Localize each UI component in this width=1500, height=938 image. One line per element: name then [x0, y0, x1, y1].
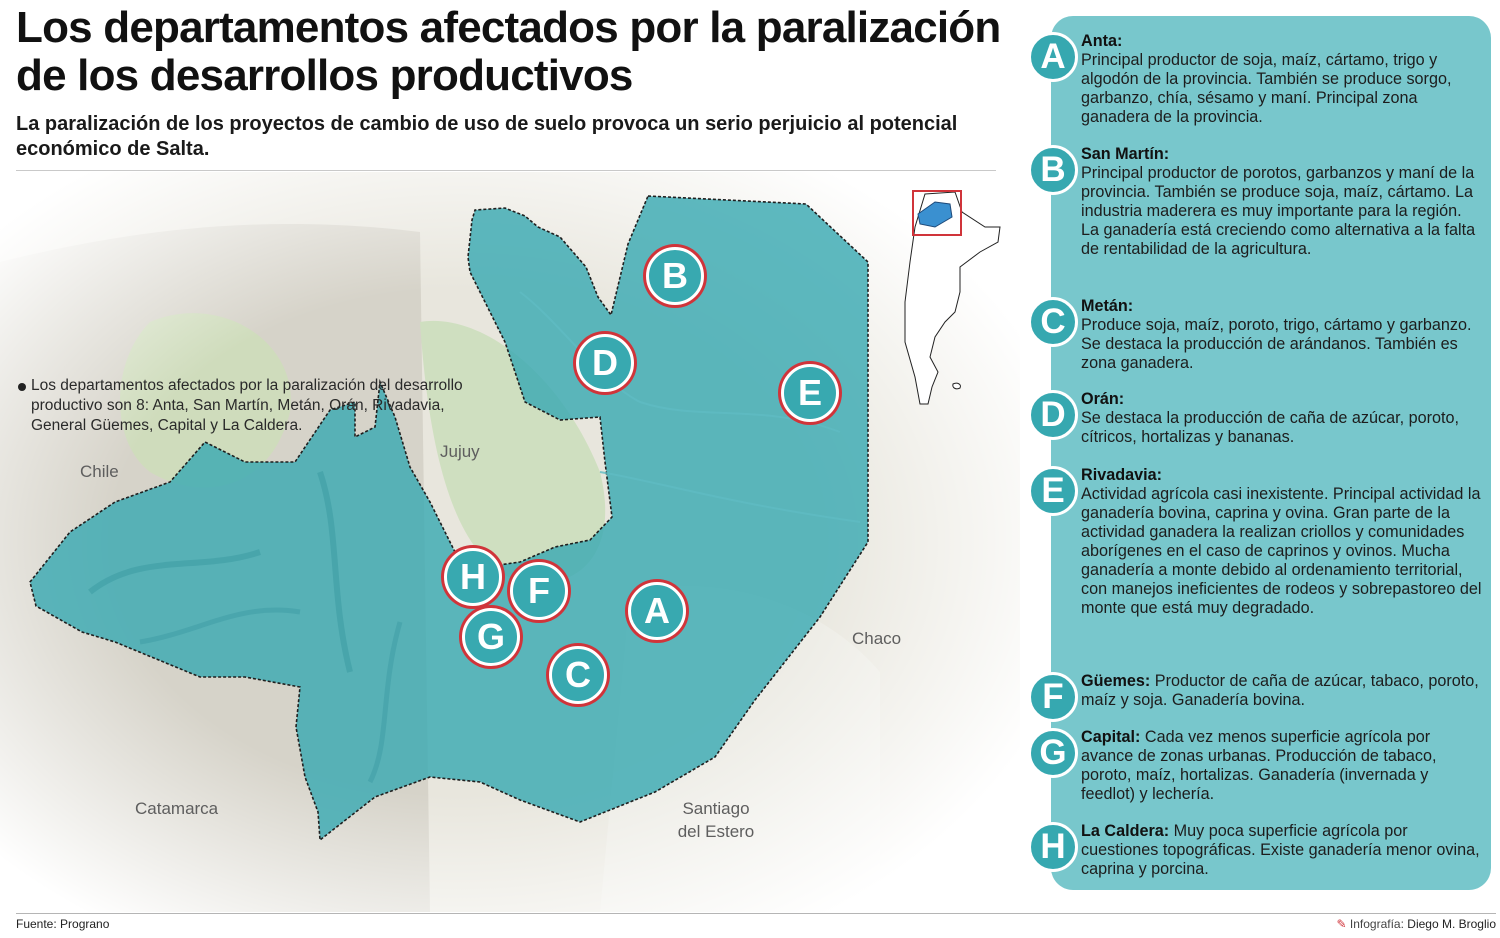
- legend-badge-h: H: [1028, 822, 1078, 872]
- legend-badge-e: E: [1028, 466, 1078, 516]
- map-marker-h[interactable]: H: [444, 548, 502, 606]
- legend-text-anta: [1081, 32, 1483, 127]
- legend-name: Rivadavia:: [1081, 466, 1162, 484]
- subtitle: La paralización de los proyectos de cambio de uso de suelo provoca un serio perjuicio al potencial económico de Salta.: [16, 113, 958, 160]
- legend-name: Güemes:: [1081, 672, 1151, 690]
- map-marker-g[interactable]: G: [462, 608, 520, 666]
- map-marker-b[interactable]: B: [646, 247, 704, 305]
- legend-text-oran: [1081, 390, 1483, 447]
- header-divider: [16, 170, 996, 171]
- legend-description: Produce soja, maíz, poroto, trigo, cártamo y garbanzo. Se destaca la producción de arándanos. También es zona ganadera.: [1081, 316, 1472, 372]
- map-area: [0, 172, 1020, 912]
- legend-badge-d: D: [1028, 390, 1078, 440]
- legend-name: Metán:: [1081, 297, 1134, 315]
- legend-name: San Martín:: [1081, 145, 1170, 163]
- legend-name: La Caldera:: [1081, 822, 1170, 840]
- legend-text-metan: [1081, 297, 1483, 373]
- legend-text-rivadavia: [1081, 466, 1483, 618]
- legend-badge-g: G: [1028, 728, 1078, 778]
- legend-item-metan: [1028, 297, 1483, 373]
- legend-name: Anta:: [1081, 32, 1123, 50]
- legend-description: Principal productor de porotos, garbanzos y maní de la provincia. También se produce soja, maíz, cártamo. La industria maderera es muy importante para la región. La ganadería está creciendo como alternativa a la falta de rentabilidad de la agricultura.: [1081, 164, 1476, 258]
- legend-item-rivadavia: [1028, 466, 1483, 618]
- legend-text-san-martin: [1081, 145, 1483, 259]
- legend-description: Cada vez menos superficie agrícola por avance de zonas urbanas. Producción de tabaco, poroto, maíz, hortalizas. Ganadería (invernada y feedlot) y lechería.: [1081, 728, 1437, 803]
- footer-divider: [16, 913, 1496, 914]
- credit-prefix: Infografía:: [1349, 917, 1404, 931]
- legend-item-guemes: [1028, 672, 1483, 716]
- legend-description: Actividad agrícola casi inexistente. Principal actividad la ganadería bovina, caprina y ovina. Gran parte de la actividad ganadera la realizan criollos y comunidades aborígenes en el caso de caprinos y ovinos. Mucha ganadería a monte debido al ordenamiento territorial, con manejos ineficientes de rodeos y sobrepastoreo del monte que está muy degradado.: [1081, 485, 1482, 617]
- legend-badge-f: F: [1028, 672, 1078, 722]
- infographic-credit: [1336, 917, 1496, 931]
- region-label-santiago-line2: del Estero: [677, 822, 755, 841]
- legend-text-capital: [1081, 728, 1483, 804]
- source-credit: Fuente: Prograno: [16, 917, 110, 931]
- legend-item-oran: [1028, 390, 1483, 447]
- region-label-jujuy: Jujuy: [440, 442, 480, 461]
- legend-badge-b: B: [1028, 145, 1078, 195]
- legend-name: Orán:: [1081, 390, 1125, 408]
- region-label-santiago: [666, 797, 766, 843]
- map-note-text: Los departamentos afectados por la paralización del desarrollo productivo son 8: Anta, San Martín, Metán, Orán, Rivadavia, General Güemes, Capital y La Caldera.: [31, 377, 463, 434]
- map-marker-f[interactable]: F: [510, 562, 568, 620]
- legend-item-capital: [1028, 728, 1483, 804]
- pen-icon: ✎: [1336, 917, 1347, 931]
- map-marker-e[interactable]: E: [781, 364, 839, 422]
- legend-description: Productor de caña de azúcar, tabaco, poroto, maíz y soja. Ganadería bovina.: [1081, 672, 1479, 709]
- map-marker-a[interactable]: A: [628, 582, 686, 640]
- map-marker-d[interactable]: D: [576, 334, 634, 392]
- region-label-chile: Chile: [80, 462, 119, 481]
- legend-badge-c: C: [1028, 297, 1078, 347]
- legend-text-guemes: [1081, 672, 1483, 710]
- map-note: [18, 376, 468, 436]
- legend-description: Muy poca superficie agrícola por cuestiones topográficas. Existe ganadería menor ovina, caprina y porcina.: [1081, 822, 1480, 878]
- inset-malvinas: [953, 383, 961, 389]
- legend-name: Capital:: [1081, 728, 1141, 746]
- credit-author: Diego M. Broglio: [1407, 917, 1496, 931]
- region-label-santiago-line1: Santiago: [682, 799, 750, 818]
- bullet-icon: [18, 383, 26, 391]
- map-marker-c[interactable]: C: [549, 646, 607, 704]
- legend-item-la-caldera: [1028, 822, 1483, 879]
- legend-item-anta: [1028, 32, 1483, 127]
- legend-description: Se destaca la producción de caña de azúcar, poroto, cítricos, hortalizas y bananas.: [1081, 409, 1459, 446]
- legend-badge-a: A: [1028, 32, 1078, 82]
- region-label-catamarca: Catamarca: [135, 799, 219, 818]
- main-title: Los departamentos afectados por la paralización de los desarrollos productivos: [16, 3, 1001, 100]
- legend-description: Principal productor de soja, maíz, cártamo, trigo y algodón de la provincia. También se produce sorgo, garbanzo, chía, sésamo y maní. Principal zona ganadera de la provincia.: [1081, 51, 1452, 126]
- legend-text-la-caldera: [1081, 822, 1483, 879]
- legend-item-san-martin: [1028, 145, 1483, 259]
- region-label-chaco: Chaco: [852, 629, 902, 648]
